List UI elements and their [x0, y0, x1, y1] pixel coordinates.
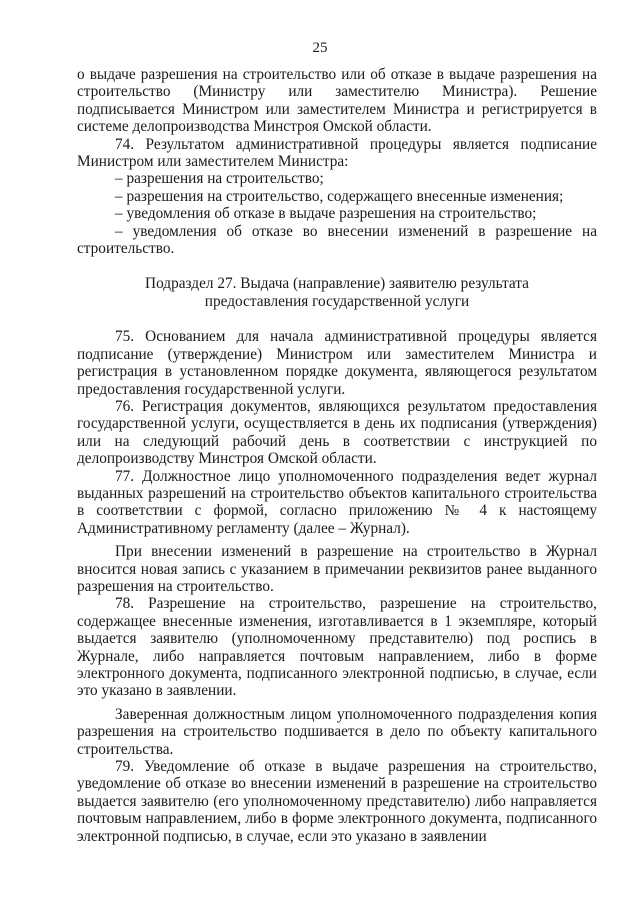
paragraph-79: 79. Уведомление об отказе в выдаче разрешения на строительство, уведомление об отказе во внесении изменений в разрешение на строительство выдается заявителю (его уполномоченному представителю) либо направляется почтовым направлением, либо в форме электронного документа, подписанного электронной подписью, в случае, если это указано в заявлении [77, 758, 597, 845]
list-item-refusal-amend-notice: – уведомления об отказе во внесении изменений в разрешение на строительство. [77, 222, 597, 258]
list-item-refusal-notice: – уведомления об отказе в выдаче разрешения на строительство; [115, 205, 537, 223]
paragraph-78-addendum: Заверенная должностным лицом уполномоченного подразделения копия разрешения на строительство подшивается в дело по объекту капитального строительства. [77, 705, 597, 758]
paragraph-75: 75. Основанием для начала административной процедуры является подписание (утверждение) Министром или заместителем Министра и регистрация в установленном порядке документа, являющегося результатом предоставления государственной услуги. [77, 328, 597, 398]
continued-paragraph: о выдаче разрешения на строительство или об отказе в выдаче разрешения на строительство (Министру или заместителю Министра). Решение подписывается Министром или заместителем Министра и регистрируется в системе делопроизводства Минстроя Омской области. [77, 66, 597, 136]
page-content [77, 66, 597, 845]
page-number: 25 [312, 40, 328, 56]
list-item-permit-amended: – разрешения на строительство, содержащего внесенные изменения; [115, 187, 564, 205]
paragraph-76: 76. Регистрация документов, являющихся результатом предоставления государственной услуги, осуществляется в день их подписания (утверждения) или на следующий рабочий день в соответствии с инструкцией по делопроизводству Минстроя Омской области. [77, 397, 597, 468]
paragraph-77: 77. Должностное лицо уполномоченного подразделения ведет журнал выданных разрешений на строительство объектов капитального строительства в соответствии с формой, согласно приложению № 4 к настоящему Административному регламенту (далее – Журнал). [77, 467, 597, 537]
paragraph-77-addendum: При внесении изменений в разрешение на строительство в Журнал вносится новая запись с указанием в примечании реквизитов ранее выданного разрешения на строительство. [77, 543, 597, 595]
subsection-heading: Подраздел 27. Выдача (направление) заявителю результата предоставления государственной услуги [145, 275, 529, 310]
list-item-permit: – разрешения на строительство; [115, 170, 324, 188]
paragraph-78: 78. Разрешение на строительство, разрешение на строительство, содержащее внесенные изменения, изготавливается в 1 экземпляре, который выдается заявителю (уполномоченному представителю) под роспись в Журнале, либо направляется почтовым направлением, либо в форме электронного документа, подписанного электронной подписью, в случае, если это указано в заявлении. [77, 595, 597, 700]
paragraph-74-intro: 74. Результатом административной процедуры является подписание Министром или заместителем Министра: [77, 135, 597, 171]
